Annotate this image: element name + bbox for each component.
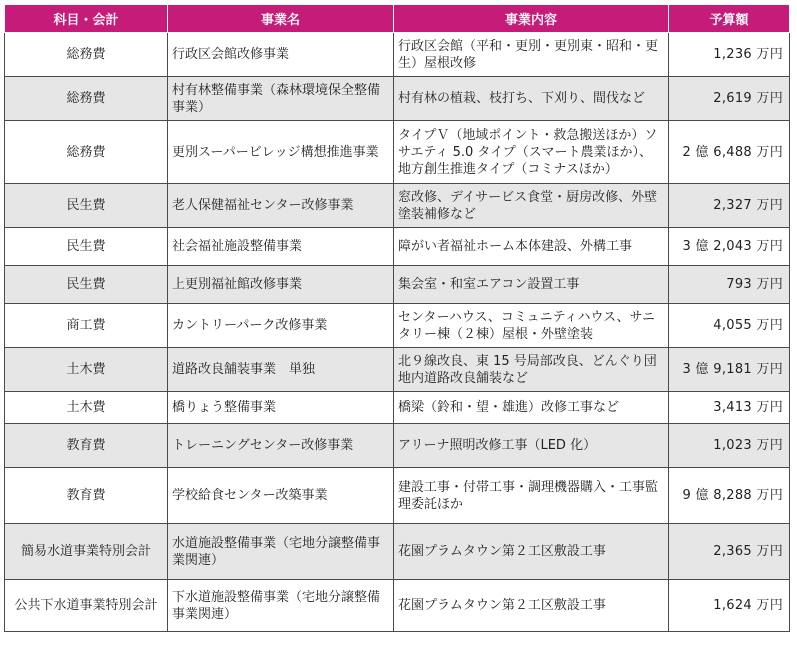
cell-project: 更別スーパービレッジ構想推進事業 <box>168 121 394 184</box>
cell-budget: 793 万円 <box>669 266 790 304</box>
cell-category: 商工費 <box>5 304 168 348</box>
cell-category: 民生費 <box>5 228 168 266</box>
cell-budget: 2 億 6,488 万円 <box>669 121 790 184</box>
cell-project: 水道施設整備事業（宅地分譲整備事業関連） <box>168 524 394 580</box>
cell-content: 花園プラムタウン第２工区敷設工事 <box>394 524 669 580</box>
table-row <box>5 77 790 121</box>
cell-category: 総務費 <box>5 33 168 77</box>
cell-project: 学校給食センター改築事業 <box>168 468 394 524</box>
cell-project: 行政区会館改修事業 <box>168 33 394 77</box>
cell-content: 建設工事・付帯工事・調理機器購入・工事監理委託ほか <box>394 468 669 524</box>
cell-budget: 2,619 万円 <box>669 77 790 121</box>
table-header-row <box>5 5 790 33</box>
cell-project: 老人保健福祉センター改修事業 <box>168 184 394 228</box>
cell-category: 簡易水道事業特別会計 <box>5 524 168 580</box>
table-row <box>5 184 790 228</box>
cell-project: 道路改良舗装事業 単独 <box>168 348 394 392</box>
cell-budget: 4,055 万円 <box>669 304 790 348</box>
cell-content: 行政区会館（平和・更別・更別東・昭和・更生）屋根改修 <box>394 33 669 77</box>
cell-project: 上更別福祉館改修事業 <box>168 266 394 304</box>
table-row <box>5 392 790 424</box>
cell-budget: 3 億 9,181 万円 <box>669 348 790 392</box>
cell-content: タイプＶ（地域ポイント・救急搬送ほか）ソサエティ 5.0 タイプ（スマート農業ほか）、地方創生推進タイプ（コミナスほか） <box>394 121 669 184</box>
cell-content: 窓改修、デイサービス食堂・厨房改修、外壁塗装補修など <box>394 184 669 228</box>
cell-content: 集会室・和室エアコン設置工事 <box>394 266 669 304</box>
cell-content: 花園プラムタウン第２工区敷設工事 <box>394 580 669 632</box>
cell-project: カントリーパーク改修事業 <box>168 304 394 348</box>
cell-project: トレーニングセンター改修事業 <box>168 424 394 468</box>
table-row <box>5 524 790 580</box>
cell-budget: 3 億 2,043 万円 <box>669 228 790 266</box>
cell-project: 村有林整備事業（森林環境保全整備事業） <box>168 77 394 121</box>
header-budget: 予算額 <box>669 5 790 33</box>
cell-budget: 3,413 万円 <box>669 392 790 424</box>
cell-content: 橋梁（鈴和・望・雄進）改修工事など <box>394 392 669 424</box>
table-row <box>5 424 790 468</box>
cell-project: 下水道施設整備事業（宅地分譲整備事業関連） <box>168 580 394 632</box>
table-row <box>5 304 790 348</box>
cell-budget: 1,236 万円 <box>669 33 790 77</box>
header-category: 科目・会計 <box>5 5 168 33</box>
cell-project: 橋りょう整備事業 <box>168 392 394 424</box>
cell-content: 障がい者福祉ホーム本体建設、外構工事 <box>394 228 669 266</box>
header-project: 事業名 <box>168 5 394 33</box>
cell-category: 教育費 <box>5 424 168 468</box>
cell-category: 総務費 <box>5 77 168 121</box>
cell-category: 公共下水道事業特別会計 <box>5 580 168 632</box>
cell-category: 民生費 <box>5 266 168 304</box>
cell-project: 社会福祉施設整備事業 <box>168 228 394 266</box>
cell-category: 教育費 <box>5 468 168 524</box>
cell-category: 民生費 <box>5 184 168 228</box>
table-row <box>5 468 790 524</box>
cell-budget: 1,624 万円 <box>669 580 790 632</box>
cell-budget: 1,023 万円 <box>669 424 790 468</box>
cell-content: センターハウス、コミュニティハウス、サニタリー棟（２棟）屋根・外壁塗装 <box>394 304 669 348</box>
cell-content: 村有林の植栽、枝打ち、下刈り、間伐など <box>394 77 669 121</box>
cell-budget: 2,327 万円 <box>669 184 790 228</box>
table-row <box>5 33 790 77</box>
cell-budget: 9 億 8,288 万円 <box>669 468 790 524</box>
cell-category: 土木費 <box>5 392 168 424</box>
cell-content: アリーナ照明改修工事（LED 化） <box>394 424 669 468</box>
table-row <box>5 266 790 304</box>
header-content: 事業内容 <box>394 5 669 33</box>
cell-content: 北９線改良、東 15 号局部改良、どんぐり団地内道路改良舗装など <box>394 348 669 392</box>
table-row <box>5 121 790 184</box>
cell-budget: 2,365 万円 <box>669 524 790 580</box>
table-row <box>5 348 790 392</box>
table-row <box>5 228 790 266</box>
cell-category: 土木費 <box>5 348 168 392</box>
table-row <box>5 580 790 632</box>
cell-category: 総務費 <box>5 121 168 184</box>
budget-table <box>4 4 790 632</box>
